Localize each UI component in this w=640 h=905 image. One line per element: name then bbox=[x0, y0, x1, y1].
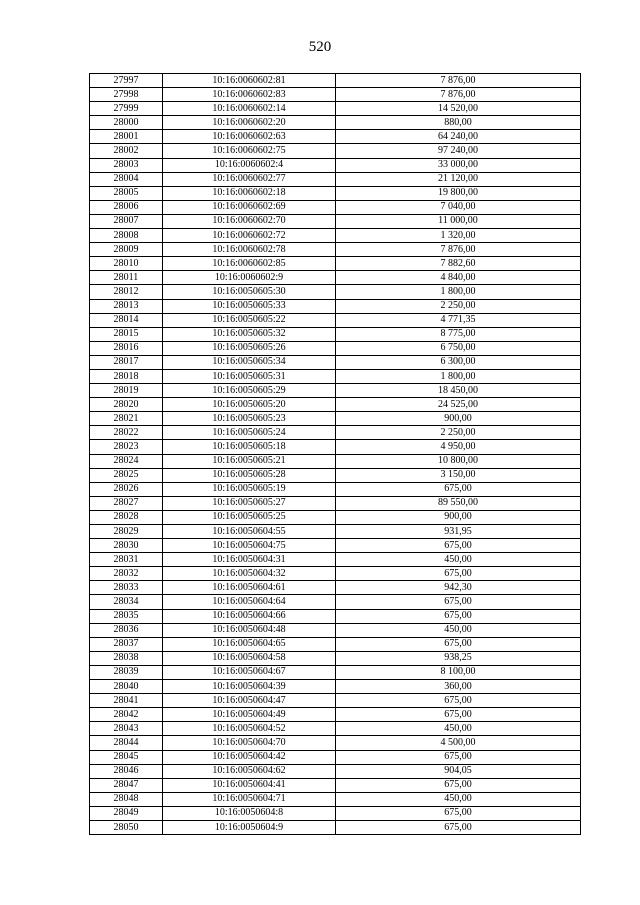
row-number-cell: 28021 bbox=[90, 412, 163, 426]
cadastral-number-cell: 10:16:0060602:77 bbox=[163, 172, 336, 186]
table-row bbox=[90, 327, 581, 341]
value-cell: 19 800,00 bbox=[336, 186, 581, 200]
cadastral-number-cell: 10:16:0050604:32 bbox=[163, 567, 336, 581]
value-cell: 4 500,00 bbox=[336, 736, 581, 750]
cadastral-number-cell: 10:16:0050605:24 bbox=[163, 426, 336, 440]
row-number-cell: 28028 bbox=[90, 510, 163, 524]
row-number-cell: 28017 bbox=[90, 355, 163, 369]
table-row bbox=[90, 116, 581, 130]
value-cell: 880,00 bbox=[336, 116, 581, 130]
table-row bbox=[90, 257, 581, 271]
table-row bbox=[90, 525, 581, 539]
row-number-cell: 28032 bbox=[90, 567, 163, 581]
row-number-cell: 28016 bbox=[90, 341, 163, 355]
table-row bbox=[90, 496, 581, 510]
value-cell: 938,25 bbox=[336, 651, 581, 665]
row-number-cell: 28009 bbox=[90, 243, 163, 257]
table-row bbox=[90, 694, 581, 708]
cadastral-number-cell: 10:16:0050604:47 bbox=[163, 694, 336, 708]
row-number-cell: 28034 bbox=[90, 595, 163, 609]
value-cell: 6 300,00 bbox=[336, 355, 581, 369]
value-cell: 18 450,00 bbox=[336, 384, 581, 398]
table-row bbox=[90, 708, 581, 722]
value-cell: 450,00 bbox=[336, 623, 581, 637]
row-number-cell: 28046 bbox=[90, 764, 163, 778]
table-row bbox=[90, 623, 581, 637]
row-number-cell: 28026 bbox=[90, 482, 163, 496]
value-cell: 675,00 bbox=[336, 820, 581, 834]
row-number-cell: 27999 bbox=[90, 102, 163, 116]
row-number-cell: 28015 bbox=[90, 327, 163, 341]
value-cell: 89 550,00 bbox=[336, 496, 581, 510]
page-number: 520 bbox=[308, 39, 332, 55]
table-row bbox=[90, 792, 581, 806]
cadastral-number-cell: 10:16:0050605:27 bbox=[163, 496, 336, 510]
cadastral-number-cell: 10:16:0050604:52 bbox=[163, 722, 336, 736]
value-cell: 8 775,00 bbox=[336, 327, 581, 341]
cadastral-number-cell: 10:16:0060602:63 bbox=[163, 130, 336, 144]
cadastral-number-cell: 10:16:0050605:31 bbox=[163, 369, 336, 383]
value-cell: 675,00 bbox=[336, 694, 581, 708]
table-row bbox=[90, 454, 581, 468]
row-number-cell: 28037 bbox=[90, 637, 163, 651]
cadastral-number-cell: 10:16:0050604:49 bbox=[163, 708, 336, 722]
cadastral-number-cell: 10:16:0060602:9 bbox=[163, 271, 336, 285]
row-number-cell: 28001 bbox=[90, 130, 163, 144]
value-cell: 904,05 bbox=[336, 764, 581, 778]
cadastral-number-cell: 10:16:0050604:42 bbox=[163, 750, 336, 764]
cadastral-number-cell: 10:16:0050604:31 bbox=[163, 553, 336, 567]
table-row bbox=[90, 637, 581, 651]
cadastral-number-cell: 10:16:0050605:30 bbox=[163, 285, 336, 299]
table-row bbox=[90, 341, 581, 355]
cadastral-number-cell: 10:16:0050604:65 bbox=[163, 637, 336, 651]
row-number-cell: 28049 bbox=[90, 806, 163, 820]
row-number-cell: 27998 bbox=[90, 88, 163, 102]
table-row bbox=[90, 172, 581, 186]
cadastral-number-cell: 10:16:0060602:78 bbox=[163, 243, 336, 257]
table-row bbox=[90, 412, 581, 426]
value-cell: 1 800,00 bbox=[336, 369, 581, 383]
row-number-cell: 28011 bbox=[90, 271, 163, 285]
row-number-cell: 28024 bbox=[90, 454, 163, 468]
row-number-cell: 28047 bbox=[90, 778, 163, 792]
row-number-cell: 28042 bbox=[90, 708, 163, 722]
cadastral-number-cell: 10:16:0050605:33 bbox=[163, 299, 336, 313]
table-row bbox=[90, 665, 581, 679]
table-row bbox=[90, 229, 581, 243]
value-cell: 931,95 bbox=[336, 525, 581, 539]
cadastral-number-cell: 10:16:0050604:55 bbox=[163, 525, 336, 539]
cadastral-number-cell: 10:16:0060602:85 bbox=[163, 257, 336, 271]
table-row bbox=[90, 778, 581, 792]
value-cell: 675,00 bbox=[336, 609, 581, 623]
value-cell: 1 800,00 bbox=[336, 285, 581, 299]
value-cell: 675,00 bbox=[336, 595, 581, 609]
row-number-cell: 28023 bbox=[90, 440, 163, 454]
row-number-cell: 28012 bbox=[90, 285, 163, 299]
cadastral-number-cell: 10:16:0060602:75 bbox=[163, 144, 336, 158]
value-cell: 675,00 bbox=[336, 708, 581, 722]
cadastral-number-cell: 10:16:0050604:67 bbox=[163, 665, 336, 679]
cadastral-number-cell: 10:16:0060602:4 bbox=[163, 158, 336, 172]
table-row bbox=[90, 680, 581, 694]
table-row bbox=[90, 426, 581, 440]
value-cell: 360,00 bbox=[336, 680, 581, 694]
row-number-cell: 28039 bbox=[90, 665, 163, 679]
value-cell: 33 000,00 bbox=[336, 158, 581, 172]
value-cell: 450,00 bbox=[336, 792, 581, 806]
row-number-cell: 28007 bbox=[90, 214, 163, 228]
value-cell: 14 520,00 bbox=[336, 102, 581, 116]
row-number-cell: 28005 bbox=[90, 186, 163, 200]
cadastral-number-cell: 10:16:0050604:66 bbox=[163, 609, 336, 623]
row-number-cell: 28043 bbox=[90, 722, 163, 736]
row-number-cell: 28019 bbox=[90, 384, 163, 398]
row-number-cell: 28002 bbox=[90, 144, 163, 158]
value-cell: 64 240,00 bbox=[336, 130, 581, 144]
table-row bbox=[90, 539, 581, 553]
row-number-cell: 28050 bbox=[90, 820, 163, 834]
cadastral-number-cell: 10:16:0060602:70 bbox=[163, 214, 336, 228]
row-number-cell: 28022 bbox=[90, 426, 163, 440]
cadastral-number-cell: 10:16:0060602:20 bbox=[163, 116, 336, 130]
row-number-cell: 28033 bbox=[90, 581, 163, 595]
table-row bbox=[90, 581, 581, 595]
row-number-cell: 28020 bbox=[90, 398, 163, 412]
cadastral-number-cell: 10:16:0050604:41 bbox=[163, 778, 336, 792]
value-cell: 2 250,00 bbox=[336, 426, 581, 440]
table-row bbox=[90, 243, 581, 257]
table-row bbox=[90, 595, 581, 609]
table-row bbox=[90, 214, 581, 228]
cadastral-number-cell: 10:16:0050604:39 bbox=[163, 680, 336, 694]
cadastral-number-cell: 10:16:0050604:48 bbox=[163, 623, 336, 637]
cadastral-number-cell: 10:16:0060602:81 bbox=[163, 74, 336, 88]
table-row bbox=[90, 553, 581, 567]
value-cell: 675,00 bbox=[336, 750, 581, 764]
data-table bbox=[89, 73, 581, 835]
cadastral-number-cell: 10:16:0050605:19 bbox=[163, 482, 336, 496]
cadastral-number-cell: 10:16:0050604:61 bbox=[163, 581, 336, 595]
table-row bbox=[90, 722, 581, 736]
value-cell: 900,00 bbox=[336, 412, 581, 426]
cadastral-number-cell: 10:16:0050605:34 bbox=[163, 355, 336, 369]
table-row bbox=[90, 299, 581, 313]
row-number-cell: 28008 bbox=[90, 229, 163, 243]
value-cell: 675,00 bbox=[336, 778, 581, 792]
row-number-cell: 28035 bbox=[90, 609, 163, 623]
table-row bbox=[90, 820, 581, 834]
value-cell: 4 771,35 bbox=[336, 313, 581, 327]
table-row bbox=[90, 74, 581, 88]
table-row bbox=[90, 186, 581, 200]
cadastral-number-cell: 10:16:0050605:22 bbox=[163, 313, 336, 327]
table-row bbox=[90, 355, 581, 369]
value-cell: 3 150,00 bbox=[336, 468, 581, 482]
row-number-cell: 28045 bbox=[90, 750, 163, 764]
value-cell: 24 525,00 bbox=[336, 398, 581, 412]
cadastral-number-cell: 10:16:0050605:18 bbox=[163, 440, 336, 454]
value-cell: 942,30 bbox=[336, 581, 581, 595]
cadastral-number-cell: 10:16:0050604:64 bbox=[163, 595, 336, 609]
cadastral-number-cell: 10:16:0060602:18 bbox=[163, 186, 336, 200]
row-number-cell: 28003 bbox=[90, 158, 163, 172]
row-number-cell: 28041 bbox=[90, 694, 163, 708]
table-row bbox=[90, 806, 581, 820]
value-cell: 7 040,00 bbox=[336, 200, 581, 214]
value-cell: 675,00 bbox=[336, 806, 581, 820]
value-cell: 675,00 bbox=[336, 637, 581, 651]
row-number-cell: 28040 bbox=[90, 680, 163, 694]
value-cell: 675,00 bbox=[336, 482, 581, 496]
value-cell: 2 250,00 bbox=[336, 299, 581, 313]
row-number-cell: 28044 bbox=[90, 736, 163, 750]
value-cell: 675,00 bbox=[336, 567, 581, 581]
cadastral-number-cell: 10:16:0050604:62 bbox=[163, 764, 336, 778]
cadastral-number-cell: 10:16:0050604:71 bbox=[163, 792, 336, 806]
value-cell: 7 876,00 bbox=[336, 243, 581, 257]
cadastral-number-cell: 10:16:0050605:23 bbox=[163, 412, 336, 426]
value-cell: 1 320,00 bbox=[336, 229, 581, 243]
row-number-cell: 28038 bbox=[90, 651, 163, 665]
value-cell: 7 882,60 bbox=[336, 257, 581, 271]
cadastral-number-cell: 10:16:0060602:72 bbox=[163, 229, 336, 243]
table-row bbox=[90, 651, 581, 665]
cadastral-number-cell: 10:16:0050604:70 bbox=[163, 736, 336, 750]
table-row bbox=[90, 750, 581, 764]
value-cell: 7 876,00 bbox=[336, 88, 581, 102]
cadastral-number-cell: 10:16:0050604:75 bbox=[163, 539, 336, 553]
row-number-cell: 28048 bbox=[90, 792, 163, 806]
table-row bbox=[90, 200, 581, 214]
cadastral-number-cell: 10:16:0050605:29 bbox=[163, 384, 336, 398]
value-cell: 97 240,00 bbox=[336, 144, 581, 158]
table-row bbox=[90, 510, 581, 524]
value-cell: 8 100,00 bbox=[336, 665, 581, 679]
table-row bbox=[90, 482, 581, 496]
value-cell: 21 120,00 bbox=[336, 172, 581, 186]
row-number-cell: 28027 bbox=[90, 496, 163, 510]
table-row bbox=[90, 736, 581, 750]
value-cell: 6 750,00 bbox=[336, 341, 581, 355]
table-row bbox=[90, 440, 581, 454]
value-cell: 675,00 bbox=[336, 539, 581, 553]
cadastral-number-cell: 10:16:0060602:14 bbox=[163, 102, 336, 116]
table-row bbox=[90, 609, 581, 623]
value-cell: 4 840,00 bbox=[336, 271, 581, 285]
row-number-cell: 28000 bbox=[90, 116, 163, 130]
row-number-cell: 28010 bbox=[90, 257, 163, 271]
value-cell: 450,00 bbox=[336, 722, 581, 736]
cadastral-number-cell: 10:16:0050604:8 bbox=[163, 806, 336, 820]
cadastral-number-cell: 10:16:0050604:9 bbox=[163, 820, 336, 834]
value-cell: 7 876,00 bbox=[336, 74, 581, 88]
row-number-cell: 28006 bbox=[90, 200, 163, 214]
cadastral-number-cell: 10:16:0050605:21 bbox=[163, 454, 336, 468]
value-cell: 900,00 bbox=[336, 510, 581, 524]
cadastral-number-cell: 10:16:0050605:32 bbox=[163, 327, 336, 341]
cadastral-number-cell: 10:16:0050605:20 bbox=[163, 398, 336, 412]
table-row bbox=[90, 384, 581, 398]
table-row bbox=[90, 764, 581, 778]
value-cell: 10 800,00 bbox=[336, 454, 581, 468]
row-number-cell: 28030 bbox=[90, 539, 163, 553]
row-number-cell: 28031 bbox=[90, 553, 163, 567]
value-cell: 450,00 bbox=[336, 553, 581, 567]
table-row bbox=[90, 313, 581, 327]
cadastral-number-cell: 10:16:0050605:26 bbox=[163, 341, 336, 355]
row-number-cell: 28025 bbox=[90, 468, 163, 482]
table-row bbox=[90, 468, 581, 482]
table-row bbox=[90, 398, 581, 412]
value-cell: 4 950,00 bbox=[336, 440, 581, 454]
row-number-cell: 28013 bbox=[90, 299, 163, 313]
table-row bbox=[90, 102, 581, 116]
row-number-cell: 28018 bbox=[90, 369, 163, 383]
cadastral-number-cell: 10:16:0050605:25 bbox=[163, 510, 336, 524]
value-cell: 11 000,00 bbox=[336, 214, 581, 228]
table-row bbox=[90, 271, 581, 285]
cadastral-number-cell: 10:16:0060602:69 bbox=[163, 200, 336, 214]
table-row bbox=[90, 130, 581, 144]
table-row bbox=[90, 285, 581, 299]
table-row bbox=[90, 158, 581, 172]
row-number-cell: 28036 bbox=[90, 623, 163, 637]
table-row bbox=[90, 567, 581, 581]
row-number-cell: 28029 bbox=[90, 525, 163, 539]
table-row bbox=[90, 88, 581, 102]
cadastral-number-cell: 10:16:0050604:58 bbox=[163, 651, 336, 665]
table-row bbox=[90, 144, 581, 158]
row-number-cell: 28014 bbox=[90, 313, 163, 327]
table-body bbox=[90, 74, 581, 835]
row-number-cell: 28004 bbox=[90, 172, 163, 186]
table-row bbox=[90, 369, 581, 383]
cadastral-number-cell: 10:16:0050605:28 bbox=[163, 468, 336, 482]
row-number-cell: 27997 bbox=[90, 74, 163, 88]
cadastral-number-cell: 10:16:0060602:83 bbox=[163, 88, 336, 102]
